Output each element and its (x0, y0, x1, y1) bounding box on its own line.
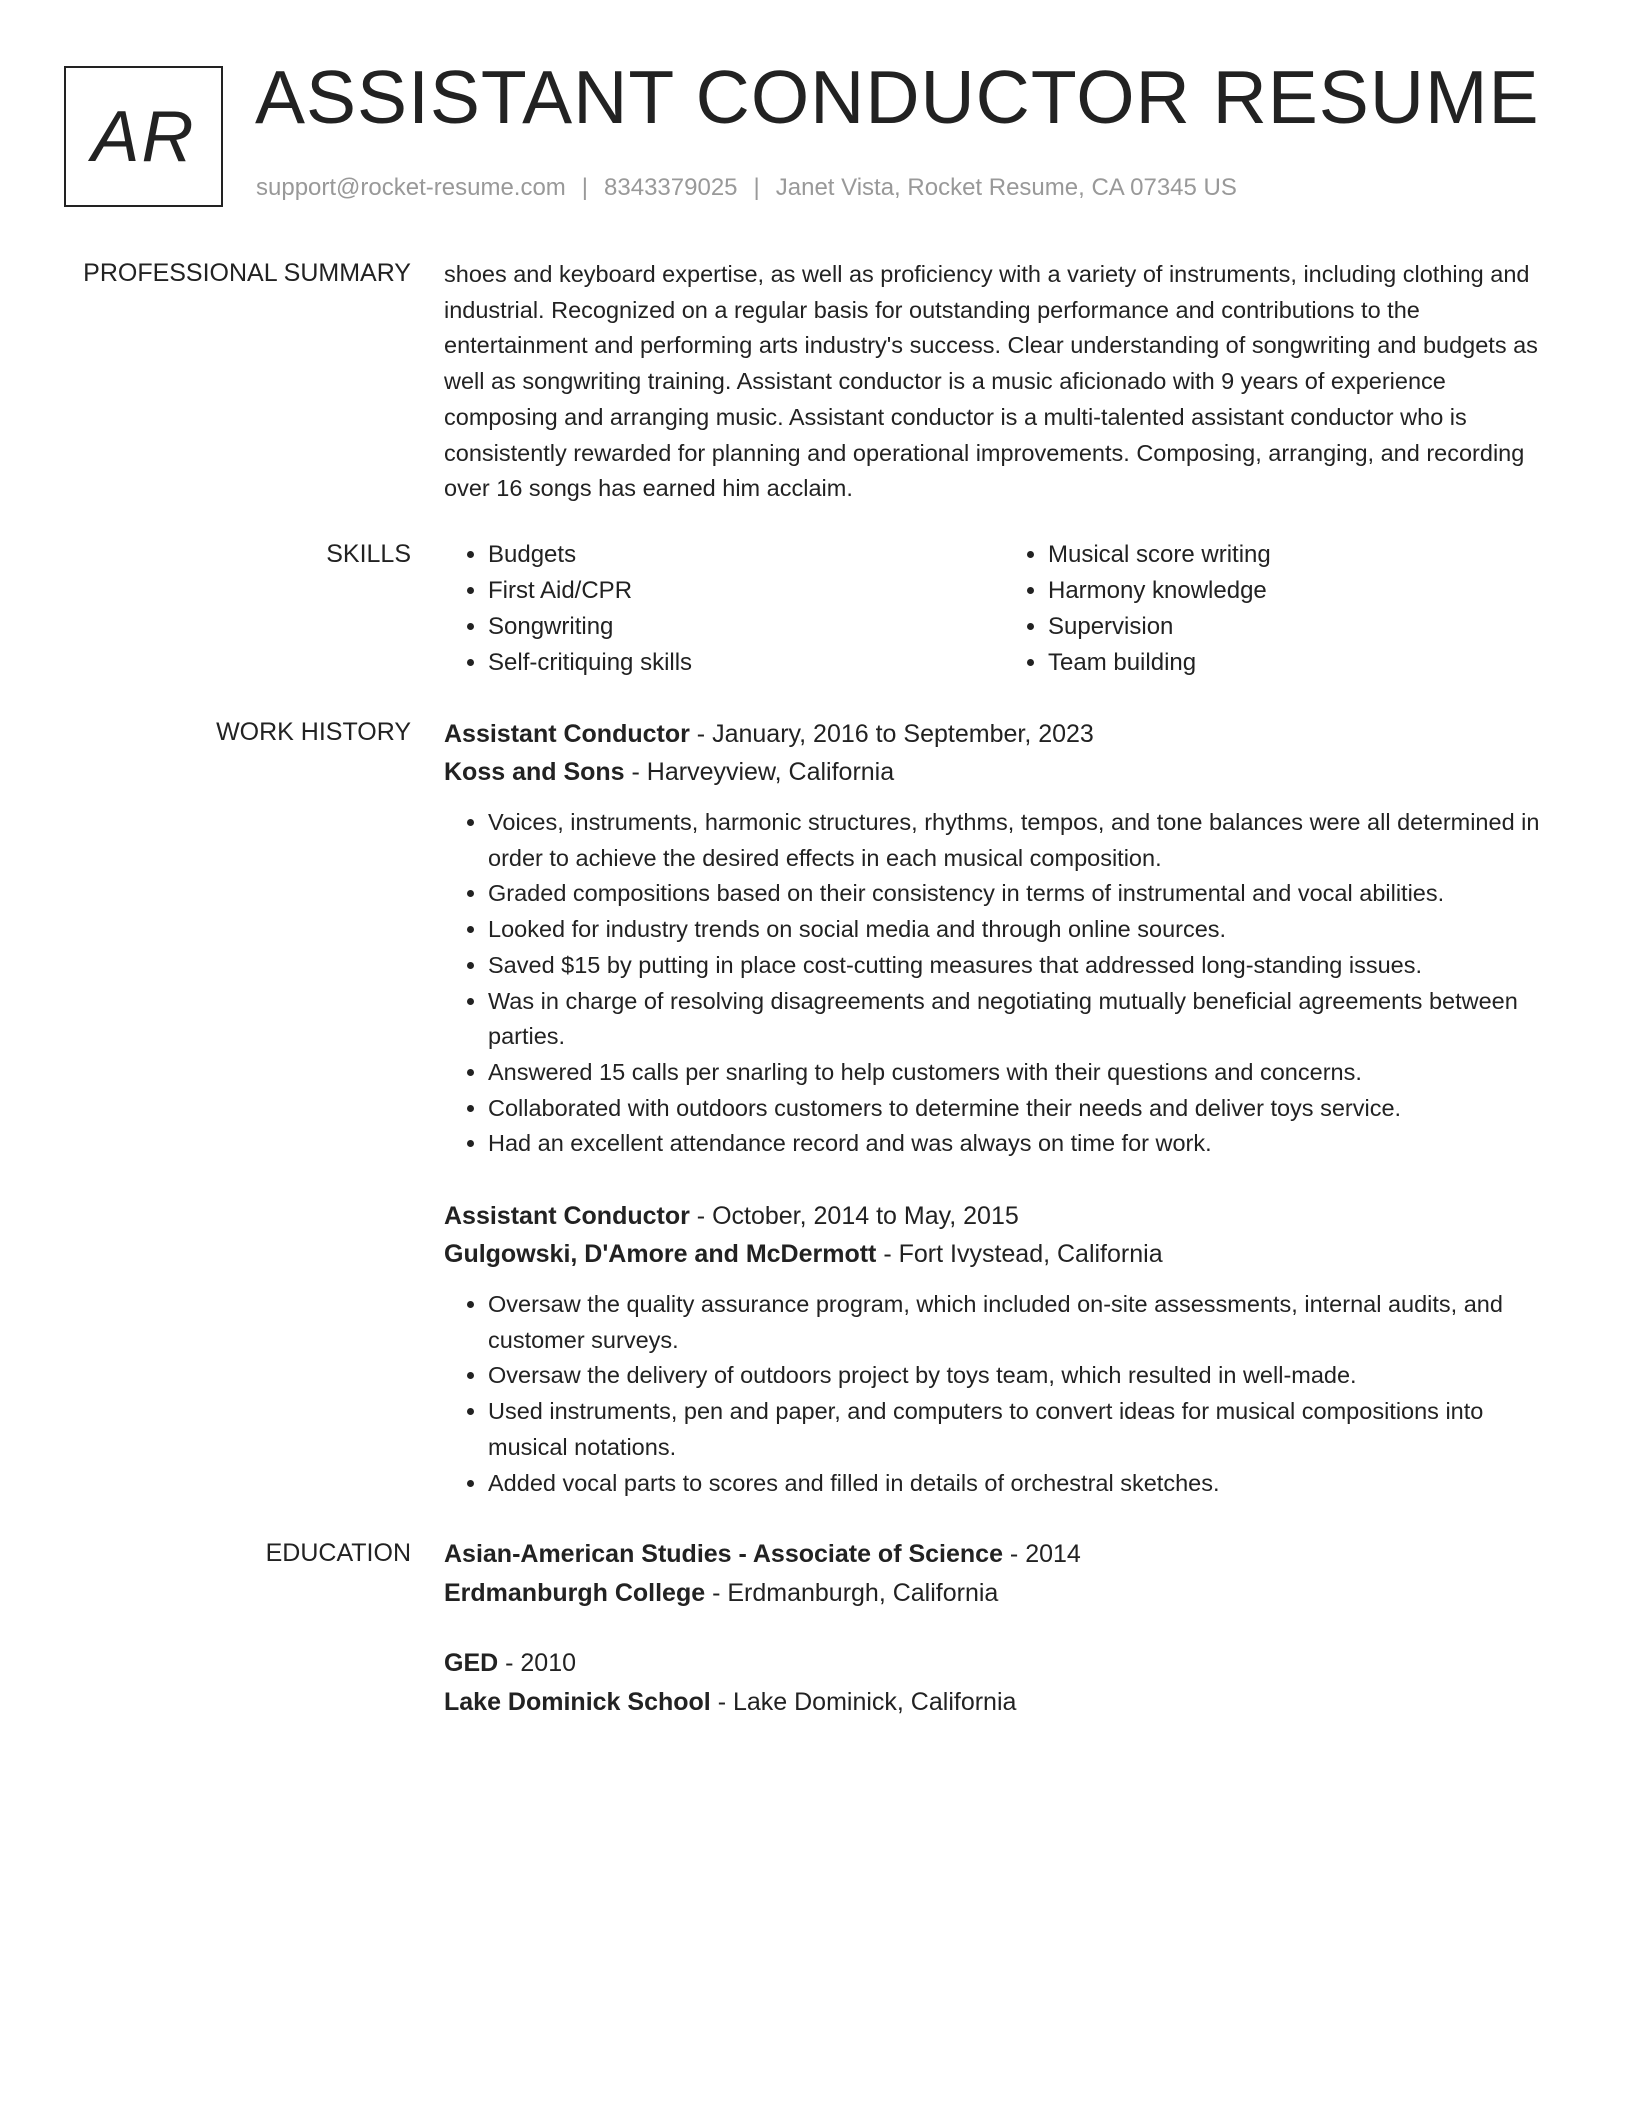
job-company-line (444, 1235, 1564, 1273)
contact-email: support@rocket-resume.com (256, 174, 566, 201)
job-bullet: • Oversaw the quality assurance program, which included on-site assessments, internal audits, and customer surveys. (488, 1287, 1564, 1358)
job-title-line (444, 715, 1564, 753)
job-location: - Fort Ivystead, California (876, 1240, 1163, 1268)
job-entry (444, 1197, 1564, 1501)
job-bullet: • Was in charge of resolving disagreements and negotiating mutually beneficial agreements between parties. (488, 984, 1564, 1055)
edu-year: - 2014 (1002, 1540, 1081, 1568)
skill-item: • Harmony knowledge (1048, 573, 1564, 609)
job-bullet: • Answered 15 calls per snarling to help customers with their questions and concerns. (488, 1055, 1564, 1091)
job-bullet: • Looked for industry trends on social media and through online sources. (488, 912, 1564, 948)
job-location: - Harveyview, California (624, 758, 895, 786)
edu-school: Erdmanburgh College (444, 1579, 706, 1607)
skill-item: • Supervision (1048, 609, 1564, 645)
skill-item: • Team building (1048, 645, 1564, 681)
edu-degree: GED (444, 1649, 499, 1677)
job-bullet: • Added vocal parts to scores and filled in details of orchestral sketches. (488, 1466, 1564, 1502)
resume-title: ASSISTANT CONDUCTOR RESUME (255, 55, 1540, 139)
edu-degree-line (444, 1535, 1564, 1574)
job-company: Gulgowski, D'Amore and McDermott (444, 1240, 877, 1268)
skills-list-left (444, 537, 1004, 681)
job-bullet: • Graded compositions based on their consistency in terms of instrumental and vocal abilities. (488, 876, 1564, 912)
job-bullet: • Saved $15 by putting in place cost-cutting measures that addressed long-standing issues. (488, 948, 1564, 984)
job-title-line (444, 1197, 1564, 1235)
edu-degree: Asian-American Studies - Associate of Science (444, 1540, 1003, 1568)
edu-school-line (444, 1574, 1564, 1613)
edu-location: - Lake Dominick, California (710, 1688, 1017, 1716)
edu-degree-line (444, 1644, 1564, 1683)
job-dates: - October, 2014 to May, 2015 (689, 1202, 1019, 1230)
job-company-line (444, 753, 1564, 791)
education-label: EDUCATION (265, 1539, 411, 1567)
contact-line (256, 174, 1237, 202)
job-bullet: • Collaborated with outdoors customers to determine their needs and deliver toys service. (488, 1091, 1564, 1127)
contact-separator: | (753, 174, 760, 201)
education-entry (444, 1535, 1564, 1613)
monogram-box (64, 66, 223, 207)
edu-school: Lake Dominick School (444, 1688, 711, 1716)
skills-grid (444, 537, 1564, 681)
job-company: Koss and Sons (444, 758, 625, 786)
job-entry (444, 715, 1564, 1162)
job-bullet: • Voices, instruments, harmonic structures, rhythms, tempos, and tone balances were all determined in order to achieve the desired effects in each musical composition. (488, 805, 1564, 876)
edu-year: - 2010 (498, 1649, 577, 1677)
job-dates: - January, 2016 to September, 2023 (689, 720, 1094, 748)
skill-item: • Budgets (488, 537, 1004, 573)
education-entry (444, 1644, 1564, 1722)
job-bullets (444, 805, 1564, 1162)
summary-label: PROFESSIONAL SUMMARY (83, 259, 411, 287)
edu-location: - Erdmanburgh, California (705, 1579, 999, 1607)
job-bullet: • Had an excellent attendance record and was always on time for work. (488, 1126, 1564, 1162)
job-bullet: • Oversaw the delivery of outdoors project by toys team, which resulted in well-made. (488, 1358, 1564, 1394)
skills-list-right (1004, 537, 1564, 681)
skill-item: • Self-critiquing skills (488, 645, 1004, 681)
contact-phone: 8343379025 (604, 174, 738, 201)
skills-label: SKILLS (326, 540, 411, 568)
monogram-initials: AR (91, 96, 196, 177)
job-bullets (444, 1287, 1564, 1501)
skills-section (444, 537, 1564, 681)
skill-item: • Musical score writing (1048, 537, 1564, 573)
contact-separator: | (581, 174, 589, 201)
work-history-label: WORK HISTORY (216, 718, 411, 746)
job-title: Assistant Conductor (444, 1202, 690, 1230)
skill-item: • First Aid/CPR (488, 573, 1004, 609)
job-title: Assistant Conductor (444, 720, 690, 748)
summary-text: shoes and keyboard expertise, as well as proficiency with a variety of instruments, including clothing and industrial. Recognized on a regular basis for outstanding performance and contributions to the entertainment and performing arts industry's success. Clear understanding of songwriting and budgets as well as songwriting training. Assistant conductor is a music aficionado with 9 years of experience composing and arranging music. Assistant conductor is a multi-talented assistant conductor who is consistently rewarded for planning and operational improvements. Composing, arranging, and recording over 16 songs has earned him acclaim. (444, 261, 1538, 502)
job-bullet: • Used instruments, pen and paper, and computers to convert ideas for musical compositions into musical notations. (488, 1394, 1564, 1465)
edu-school-line (444, 1683, 1564, 1722)
contact-address: Janet Vista, Rocket Resume, CA 07345 US (775, 174, 1237, 201)
skill-item: • Songwriting (488, 609, 1004, 645)
summary-section (444, 257, 1564, 507)
